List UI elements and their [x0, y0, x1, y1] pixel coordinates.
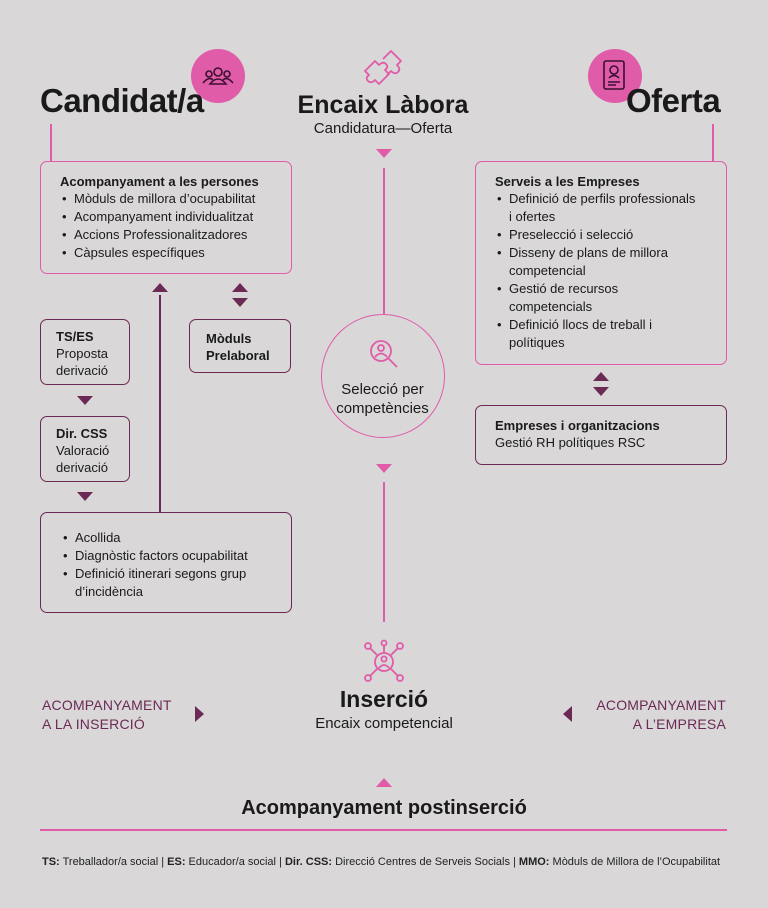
footer-legend [42, 856, 720, 868]
selection-line1: Selecció per [341, 381, 424, 398]
list-item: • Accions Professionalitzadores [60, 226, 281, 244]
accompaniment-list [60, 190, 281, 262]
accompaniment-box [40, 161, 292, 274]
accompaniment-insertion-line1: ACOMPANYAMENT [42, 697, 172, 713]
list-item-line: Preselecció i selecció [509, 227, 634, 242]
accompaniment-company-line2: A L’EMPRESA [632, 716, 726, 732]
list-item [495, 280, 718, 316]
legend-text: Direcció Centres de Serveis Socials | [332, 856, 519, 868]
intake-list [61, 529, 285, 583]
list-item [495, 226, 718, 244]
candidate-connector [50, 124, 52, 161]
arrow-up-icon [152, 283, 168, 292]
dir-css-line2: derivació [56, 460, 109, 475]
accompaniment-company-label [580, 696, 726, 734]
arrow-down-icon [376, 464, 392, 473]
arrow-left-icon [563, 706, 572, 722]
list-item [495, 190, 718, 226]
list-item-line: Definició de perfils professionals [509, 191, 696, 206]
legend-text: Educador/a social | [185, 856, 285, 868]
offer-title: Oferta [626, 82, 721, 119]
arrow-up-icon [593, 372, 609, 381]
dir-css-heading: Dir. CSS [56, 426, 108, 441]
list-item-line: Gestió de recursos [509, 281, 619, 296]
list-item: • Definició itinerari segons grup [61, 565, 285, 583]
ts-es-line1: Proposta [56, 346, 109, 361]
list-item: • Mòduls de millora d’ocupabilitat [60, 190, 281, 208]
ts-es-heading: TS/ES [56, 329, 94, 344]
puzzle-icon [361, 49, 407, 91]
intake-box [40, 512, 292, 613]
selection-line2: competències [336, 400, 429, 417]
accompaniment-insertion-label [42, 696, 172, 734]
search-person-icon [367, 337, 401, 371]
network-person-icon [362, 638, 406, 682]
intake-continuation: d’incidència [75, 584, 143, 599]
arrow-down-icon [232, 298, 248, 307]
accompaniment-insertion-line2: A LA INSERCIÓ [42, 716, 145, 732]
arrow-up-icon [376, 778, 392, 787]
legend-text: Mòduls de Millora de l’Ocupabilitat [549, 856, 721, 868]
services-list [495, 190, 718, 352]
dir-css-line1: Valoració [56, 443, 110, 458]
list-item [495, 244, 718, 280]
insertion-title: Inserció [339, 686, 429, 712]
insertion-subtitle: Encaix competencial [315, 715, 453, 732]
center-connector-bottom [383, 482, 385, 622]
dir-css-box [40, 416, 130, 482]
list-item-line: polítiques [509, 335, 565, 350]
prelaboral-line1: Mòduls [206, 331, 252, 346]
legend-abbr: MMO: [518, 856, 550, 868]
legend-abbr: Dir. CSS: [284, 856, 333, 868]
services-box [475, 161, 727, 365]
companies-text: Gestió RH polítiques RSC [495, 435, 646, 450]
list-item: • Acompanyament individualitzat [60, 208, 281, 226]
offer-connector [712, 124, 714, 161]
list-item-line: competencial [509, 263, 586, 278]
legend-abbr: ES: [167, 856, 186, 868]
legend-text: Treballador/a social | [59, 856, 168, 868]
list-item [495, 316, 718, 352]
legend-abbr: TS: [42, 856, 60, 868]
arrow-down-icon [593, 387, 609, 396]
list-item-line: Definició llocs de treball i [509, 317, 653, 332]
arrow-down-icon [77, 396, 93, 405]
arrow-down-icon [77, 492, 93, 501]
prelaboral-line2: Prelaboral [206, 348, 270, 363]
list-item-line: competencials [509, 299, 593, 314]
services-heading: Serveis a les Empreses [495, 174, 640, 189]
list-item: • Diagnòstic factors ocupabilitat [61, 547, 285, 565]
arrow-right-icon [195, 706, 204, 722]
prelaboral-box [189, 319, 291, 373]
list-item: • Càpsules específiques [60, 244, 281, 262]
accompaniment-company-line1: ACOMPANYAMENT [596, 697, 726, 713]
arrow-down-icon [376, 149, 392, 158]
ts-es-box [40, 319, 130, 385]
list-item-line: Disseny de plans de millora [509, 245, 668, 260]
center-subtitle: Candidatura—Oferta [313, 120, 453, 137]
companies-box [475, 405, 727, 465]
ts-es-line2: derivació [56, 363, 109, 378]
selection-circle [321, 314, 445, 438]
center-title: Encaix Làbora [297, 91, 469, 119]
list-item-line: i ofertes [509, 209, 556, 224]
intake-connector [159, 295, 161, 513]
accompaniment-heading: Acompanyament a les persones [60, 174, 259, 189]
postinsertion-title: Acompanyament postinserció [241, 797, 527, 819]
center-connector-top [383, 168, 385, 314]
companies-heading: Empreses i organitzacions [495, 418, 660, 433]
candidate-title: Candidat/a [40, 82, 204, 119]
divider [40, 829, 727, 831]
arrow-up-icon [232, 283, 248, 292]
list-item: • Acollida [61, 529, 285, 547]
